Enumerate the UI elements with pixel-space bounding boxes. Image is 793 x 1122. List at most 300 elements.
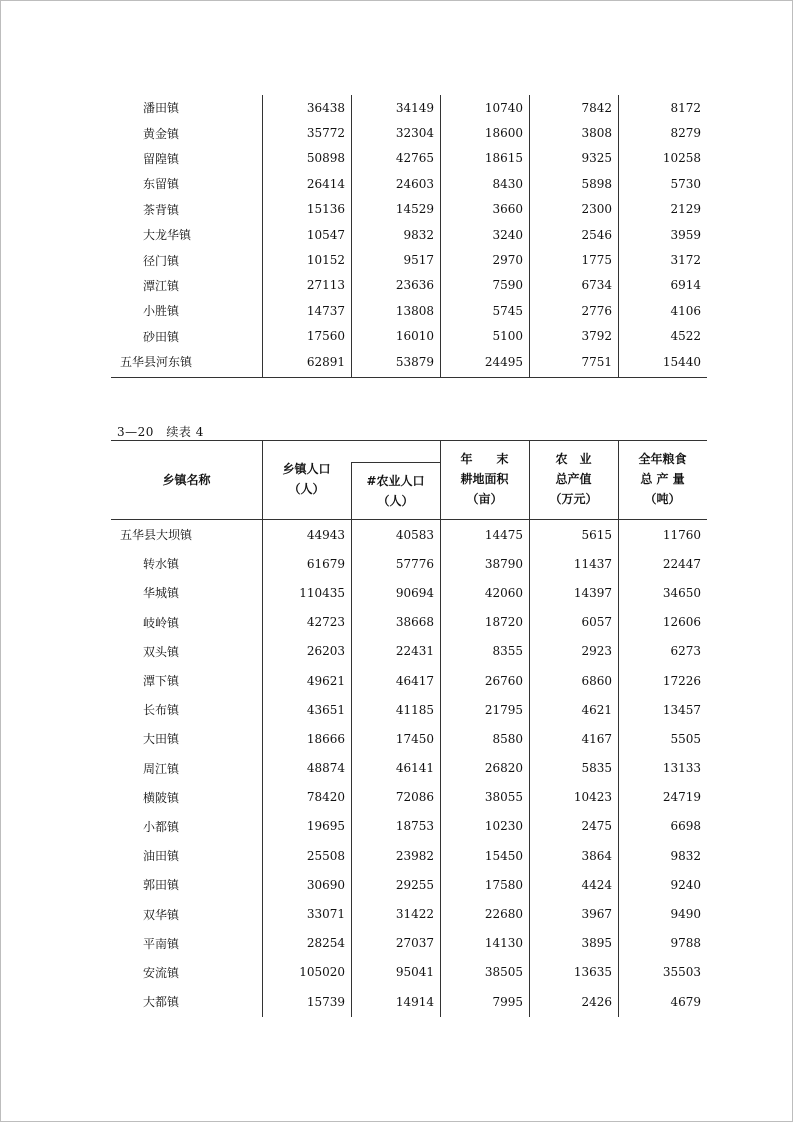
value-text: 2546 <box>581 227 612 242</box>
value-cell <box>618 298 707 323</box>
header-sub-rule <box>351 462 440 463</box>
value-text: 13457 <box>662 702 701 717</box>
value-cell <box>618 812 707 841</box>
value-text: 24719 <box>662 790 701 805</box>
value-text: 62891 <box>306 354 345 369</box>
value-cell <box>529 324 618 349</box>
value-cell <box>618 958 707 987</box>
value-cell <box>529 95 618 120</box>
value-text: 10152 <box>306 253 345 268</box>
value-text: 6273 <box>670 644 701 659</box>
value-text: 40583 <box>395 527 434 542</box>
value-text: 24495 <box>484 354 523 369</box>
value-cell <box>351 171 440 196</box>
township-name-cell: 潭江镇 <box>143 278 180 293</box>
value-text: 26820 <box>484 761 523 776</box>
value-cell <box>351 349 440 374</box>
value-text: 90694 <box>395 585 434 600</box>
value-cell <box>262 298 351 323</box>
township-name-cell: 双华镇 <box>143 907 180 922</box>
value-cell <box>529 608 618 637</box>
value-cell <box>262 171 351 196</box>
township-name-cell: 油田镇 <box>143 849 180 864</box>
value-text: 13635 <box>573 965 612 980</box>
township-name-cell: 横陂镇 <box>143 790 180 805</box>
value-cell <box>262 812 351 841</box>
value-cell <box>529 349 618 374</box>
value-text: 38790 <box>484 556 523 571</box>
value-cell <box>618 754 707 783</box>
value-cell <box>351 324 440 349</box>
value-text: 9490 <box>670 907 701 922</box>
value-text: 18753 <box>395 819 434 834</box>
value-text: 4167 <box>581 731 612 746</box>
value-cell <box>440 841 529 870</box>
value-text: 3895 <box>581 936 612 951</box>
value-text: 17450 <box>395 731 434 746</box>
township-name-cell: 茶背镇 <box>143 202 180 217</box>
value-cell <box>262 841 351 870</box>
township-name-cell: 双头镇 <box>143 644 180 659</box>
value-text: 7995 <box>492 994 523 1009</box>
value-text: 23982 <box>395 848 434 863</box>
value-cell <box>262 324 351 349</box>
township-name-cell: 砂田镇 <box>143 329 180 344</box>
value-text: 30690 <box>306 877 345 892</box>
value-text: 46417 <box>395 673 434 688</box>
value-cell <box>440 298 529 323</box>
value-cell <box>262 120 351 145</box>
value-text: 9517 <box>403 253 434 268</box>
value-text: 17226 <box>662 673 701 688</box>
top-vline-1 <box>262 95 263 377</box>
value-text: 27037 <box>395 936 434 951</box>
value-text: 9240 <box>670 877 701 892</box>
header-township-name <box>111 470 262 490</box>
header-col2-line2: （人） <box>288 482 325 496</box>
value-text: 6914 <box>670 278 701 293</box>
table-caption: 3—20 续表 4 <box>117 425 204 439</box>
value-cell <box>529 958 618 987</box>
township-name-cell: 东留镇 <box>143 177 180 192</box>
township-name-cell: 黄金镇 <box>143 126 180 141</box>
value-cell <box>262 870 351 899</box>
value-text: 26414 <box>306 176 345 191</box>
value-text: 9788 <box>670 936 701 951</box>
value-text: 42060 <box>484 585 523 600</box>
value-text: 3864 <box>581 848 612 863</box>
township-name-cell: 岐岭镇 <box>143 615 180 630</box>
value-cell <box>529 695 618 724</box>
township-name-cell: 转水镇 <box>143 557 180 572</box>
top-vline-5 <box>618 95 619 377</box>
value-cell <box>262 783 351 812</box>
township-name-cell: 潭下镇 <box>143 674 180 689</box>
township-name-cell: 安流镇 <box>143 965 180 980</box>
value-cell <box>529 549 618 578</box>
value-cell <box>529 197 618 222</box>
value-cell <box>440 324 529 349</box>
township-name-cell: 大田镇 <box>143 732 180 747</box>
township-name-cell: 五华县河东镇 <box>120 355 193 370</box>
header-agri-output <box>529 449 618 509</box>
value-cell <box>351 695 440 724</box>
value-cell <box>440 197 529 222</box>
value-text: 2426 <box>581 994 612 1009</box>
value-text: 18615 <box>484 151 523 166</box>
value-cell <box>262 754 351 783</box>
value-cell <box>262 958 351 987</box>
value-text: 22447 <box>662 556 701 571</box>
value-text: 4621 <box>581 702 612 717</box>
value-cell <box>618 95 707 120</box>
township-name-cell: 留隍镇 <box>143 151 180 166</box>
value-text: 10423 <box>573 790 612 805</box>
value-cell <box>262 666 351 695</box>
value-text: 14397 <box>573 585 612 600</box>
township-name-cell: 华城镇 <box>143 586 180 601</box>
value-cell <box>262 608 351 637</box>
value-cell <box>618 520 707 549</box>
value-cell <box>529 724 618 753</box>
value-text: 10547 <box>306 227 345 242</box>
value-text: 48874 <box>306 761 345 776</box>
value-text: 5835 <box>581 761 612 776</box>
value-cell <box>351 120 440 145</box>
value-cell <box>529 578 618 607</box>
value-text: 49621 <box>306 673 345 688</box>
township-name-cell: 潘田镇 <box>143 101 180 116</box>
value-text: 46141 <box>395 761 434 776</box>
value-cell <box>262 349 351 374</box>
value-cell <box>262 899 351 928</box>
value-cell <box>440 120 529 145</box>
value-cell <box>440 222 529 247</box>
value-text: 9325 <box>581 151 612 166</box>
value-cell <box>351 812 440 841</box>
township-name-cell: 径门镇 <box>143 253 180 268</box>
value-text: 10258 <box>662 151 701 166</box>
value-cell <box>440 724 529 753</box>
value-text: 38505 <box>484 965 523 980</box>
value-text: 2475 <box>581 819 612 834</box>
header-col5-line1: 农 业 <box>555 452 592 466</box>
value-text: 5615 <box>581 527 612 542</box>
value-text: 17560 <box>306 329 345 344</box>
value-text: 16010 <box>395 329 434 344</box>
value-cell <box>262 987 351 1016</box>
value-text: 95041 <box>395 965 434 980</box>
value-cell <box>351 870 440 899</box>
value-cell <box>440 666 529 695</box>
value-cell <box>529 273 618 298</box>
value-cell <box>262 549 351 578</box>
top-vline-2 <box>351 95 352 377</box>
value-text: 6734 <box>581 278 612 293</box>
value-text: 35503 <box>662 965 701 980</box>
value-cell <box>440 146 529 171</box>
value-text: 61679 <box>306 556 345 571</box>
header-township-population <box>262 459 351 499</box>
value-text: 18666 <box>306 731 345 746</box>
value-text: 4424 <box>581 877 612 892</box>
value-cell <box>351 578 440 607</box>
value-text: 14475 <box>484 527 523 542</box>
value-cell <box>529 520 618 549</box>
value-cell <box>351 783 440 812</box>
value-text: 22680 <box>484 907 523 922</box>
value-cell <box>618 197 707 222</box>
value-text: 23636 <box>395 278 434 293</box>
value-text: 22431 <box>395 644 434 659</box>
value-cell <box>262 197 351 222</box>
township-name-cell: 五华县大坝镇 <box>120 528 193 543</box>
value-text: 8355 <box>492 644 523 659</box>
township-name-cell: 小胜镇 <box>143 304 180 319</box>
value-cell <box>618 608 707 637</box>
value-cell <box>351 247 440 272</box>
value-cell <box>440 812 529 841</box>
value-text: 12606 <box>662 615 701 630</box>
value-text: 13808 <box>395 303 434 318</box>
value-cell <box>618 929 707 958</box>
value-cell <box>351 754 440 783</box>
value-cell <box>618 870 707 899</box>
value-text: 38668 <box>395 615 434 630</box>
value-text: 14737 <box>306 303 345 318</box>
value-cell <box>440 899 529 928</box>
value-text: 7842 <box>581 100 612 115</box>
township-name-cell: 周江镇 <box>143 761 180 776</box>
value-cell <box>351 549 440 578</box>
value-text: 19695 <box>306 819 345 834</box>
value-text: 24603 <box>395 176 434 191</box>
value-cell <box>262 637 351 666</box>
value-cell <box>440 929 529 958</box>
value-text: 4522 <box>670 329 701 344</box>
value-text: 8172 <box>670 100 701 115</box>
value-text: 41185 <box>395 702 434 717</box>
value-cell <box>529 247 618 272</box>
value-text: 42765 <box>395 151 434 166</box>
value-text: 33071 <box>306 907 345 922</box>
value-text: 5100 <box>492 329 523 344</box>
value-cell <box>529 666 618 695</box>
value-text: 5898 <box>581 176 612 191</box>
value-text: 9832 <box>403 227 434 242</box>
value-text: 15440 <box>662 354 701 369</box>
value-cell <box>618 146 707 171</box>
body-vline-2 <box>351 520 352 1017</box>
header-col1-text: 乡镇名称 <box>162 473 211 487</box>
value-text: 4106 <box>670 303 701 318</box>
value-text: 21795 <box>484 702 523 717</box>
value-text: 18720 <box>484 615 523 630</box>
value-text: 6698 <box>670 819 701 834</box>
body-vline-5 <box>618 520 619 1017</box>
value-text: 2923 <box>581 644 612 659</box>
header-col5-line2: 总产值 <box>555 472 592 486</box>
value-cell <box>440 578 529 607</box>
value-text: 14529 <box>395 202 434 217</box>
value-cell <box>529 841 618 870</box>
value-cell <box>529 171 618 196</box>
header-col6-line3: （吨） <box>644 492 681 506</box>
value-cell <box>618 273 707 298</box>
value-text: 32304 <box>395 126 434 141</box>
value-cell <box>618 578 707 607</box>
value-cell <box>262 695 351 724</box>
value-cell <box>262 222 351 247</box>
township-name-cell: 大龙华镇 <box>143 228 192 243</box>
value-cell <box>440 870 529 899</box>
value-cell <box>351 608 440 637</box>
value-cell <box>529 754 618 783</box>
value-text: 34650 <box>662 585 701 600</box>
value-cell <box>351 95 440 120</box>
value-text: 26760 <box>484 673 523 688</box>
value-cell <box>529 987 618 1016</box>
header-col3-line2: （人） <box>377 494 414 508</box>
value-cell <box>618 247 707 272</box>
value-text: 28254 <box>306 936 345 951</box>
value-text: 8580 <box>492 731 523 746</box>
value-text: 2776 <box>581 303 612 318</box>
value-cell <box>351 273 440 298</box>
value-cell <box>262 578 351 607</box>
header-col6-line2: 总 产 量 <box>640 472 685 486</box>
value-text: 2300 <box>581 202 612 217</box>
value-text: 15739 <box>306 994 345 1009</box>
value-cell <box>351 197 440 222</box>
value-cell <box>262 929 351 958</box>
value-cell <box>351 987 440 1016</box>
value-text: 3240 <box>492 227 523 242</box>
top-vline-4 <box>529 95 530 377</box>
value-text: 15136 <box>306 202 345 217</box>
value-text: 110435 <box>299 585 345 600</box>
top-vline-3 <box>440 95 441 377</box>
value-text: 5730 <box>670 176 701 191</box>
header-agri-population <box>351 471 440 511</box>
header-col4-line3: （亩） <box>466 492 503 506</box>
value-cell <box>618 637 707 666</box>
value-text: 9832 <box>670 848 701 863</box>
value-text: 57776 <box>395 556 434 571</box>
value-cell <box>351 929 440 958</box>
value-text: 31422 <box>395 907 434 922</box>
body-vline-1 <box>262 520 263 1017</box>
value-text: 3808 <box>581 126 612 141</box>
value-text: 15450 <box>484 848 523 863</box>
value-cell <box>529 120 618 145</box>
value-cell <box>618 120 707 145</box>
value-cell <box>351 958 440 987</box>
value-text: 36438 <box>306 100 345 115</box>
value-text: 17580 <box>484 877 523 892</box>
top-table-bottom-rule <box>111 377 707 378</box>
value-cell <box>262 520 351 549</box>
value-cell <box>618 783 707 812</box>
value-cell <box>529 812 618 841</box>
value-text: 3959 <box>670 227 701 242</box>
header-col4-line2: 耕地面积 <box>460 472 509 486</box>
value-text: 14130 <box>484 936 523 951</box>
value-text: 43651 <box>306 702 345 717</box>
value-cell <box>618 324 707 349</box>
value-text: 11760 <box>662 527 701 542</box>
value-text: 44943 <box>306 527 345 542</box>
value-cell <box>618 549 707 578</box>
value-text: 50898 <box>306 151 345 166</box>
value-cell <box>529 929 618 958</box>
header-col2-line1: 乡镇人口 <box>282 462 331 476</box>
value-text: 3967 <box>581 907 612 922</box>
value-cell <box>529 899 618 928</box>
township-name-cell: 郭田镇 <box>143 878 180 893</box>
value-cell <box>618 724 707 753</box>
header-col5-line3: （万元） <box>549 492 598 506</box>
value-text: 3660 <box>492 202 523 217</box>
value-text: 3792 <box>581 329 612 344</box>
value-text: 6057 <box>581 615 612 630</box>
value-text: 29255 <box>395 877 434 892</box>
header-col3-line1: #农业人口 <box>366 474 425 488</box>
value-text: 6860 <box>581 673 612 688</box>
value-cell <box>262 146 351 171</box>
value-cell <box>618 899 707 928</box>
value-cell <box>529 783 618 812</box>
township-name-cell: 长布镇 <box>143 703 180 718</box>
value-text: 11437 <box>573 556 612 571</box>
value-cell <box>529 146 618 171</box>
value-cell <box>440 754 529 783</box>
body-vline-3 <box>440 520 441 1017</box>
value-text: 10230 <box>484 819 523 834</box>
value-cell <box>440 958 529 987</box>
value-cell <box>262 247 351 272</box>
value-cell <box>440 247 529 272</box>
value-cell <box>440 520 529 549</box>
value-text: 1775 <box>581 253 612 268</box>
value-cell <box>618 349 707 374</box>
header-col6-line1: 全年粮食 <box>638 452 687 466</box>
value-text: 26203 <box>306 644 345 659</box>
value-cell <box>618 695 707 724</box>
value-cell <box>351 146 440 171</box>
value-text: 35772 <box>306 126 345 141</box>
value-cell <box>262 95 351 120</box>
value-text: 34149 <box>395 100 434 115</box>
value-text: 5505 <box>670 731 701 746</box>
township-name-cell: 平南镇 <box>143 936 180 951</box>
value-cell <box>351 222 440 247</box>
value-text: 4679 <box>670 994 701 1009</box>
value-text: 7751 <box>581 354 612 369</box>
value-cell <box>351 899 440 928</box>
value-cell <box>351 724 440 753</box>
value-cell <box>440 637 529 666</box>
value-cell <box>529 870 618 899</box>
value-cell <box>440 987 529 1016</box>
value-cell <box>440 95 529 120</box>
value-text: 27113 <box>306 278 345 293</box>
value-text: 14914 <box>395 994 434 1009</box>
header-farmland-area <box>440 449 529 509</box>
value-text: 3172 <box>670 253 701 268</box>
value-text: 18600 <box>484 126 523 141</box>
value-text: 8430 <box>492 176 523 191</box>
